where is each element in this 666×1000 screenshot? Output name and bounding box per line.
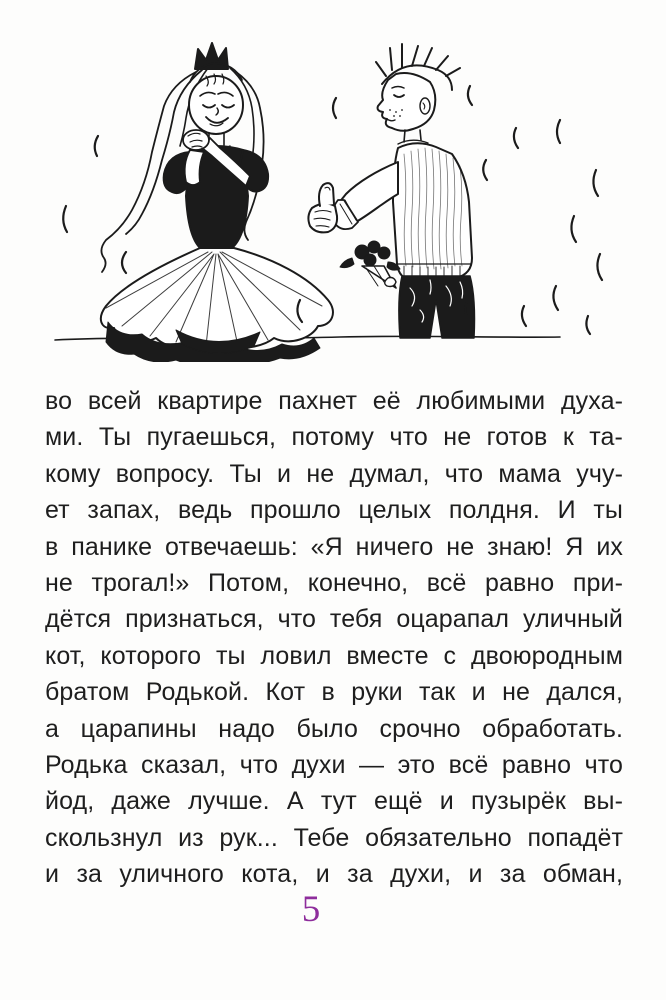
- text-line: скользнул из рук... Тебе обязательно попадёт: [45, 823, 623, 852]
- text-line: дётся признаться, что тебя оцарапал уличный: [45, 605, 623, 634]
- text-line: в панике отвечаешь: «Я ничего не знаю! Я их: [45, 532, 623, 561]
- text-line: не трогал!» Потом, конечно, всё равно при-: [45, 569, 623, 598]
- text-line: Родька сказал, что духи — это всё равно что: [45, 751, 623, 780]
- text-line: во всей квартире пахнет её любимыми духа-: [45, 387, 623, 415]
- text-line: ет запах, ведь прошло целых полдня. И ты: [45, 496, 623, 525]
- page-number: 5: [301, 889, 321, 930]
- text-line: и за уличного кота, и за духи, и за обман,: [45, 860, 623, 889]
- boy-figure: [308, 44, 474, 338]
- text-line: кот, которого ты ловил вместе с двоюродным: [45, 641, 623, 670]
- text-line: а царапины надо было срочно обработать.: [45, 714, 623, 743]
- text-line: ми. Ты пугаешься, потому что не готов к та-: [45, 423, 623, 452]
- text-line: йод, даже лучше. А тут ещё и пузырёк вы-: [45, 787, 623, 816]
- bouquet: [340, 241, 400, 288]
- body-text: [45, 383, 623, 893]
- text-line: братом Родькой. Кот в руки так и не дался,: [45, 678, 623, 707]
- illustration-svg: [0, 0, 666, 362]
- illustration-princess-and-boy: [0, 0, 666, 362]
- text-line: кому вопросу. Ты и не думал, что мама учу-: [45, 459, 623, 488]
